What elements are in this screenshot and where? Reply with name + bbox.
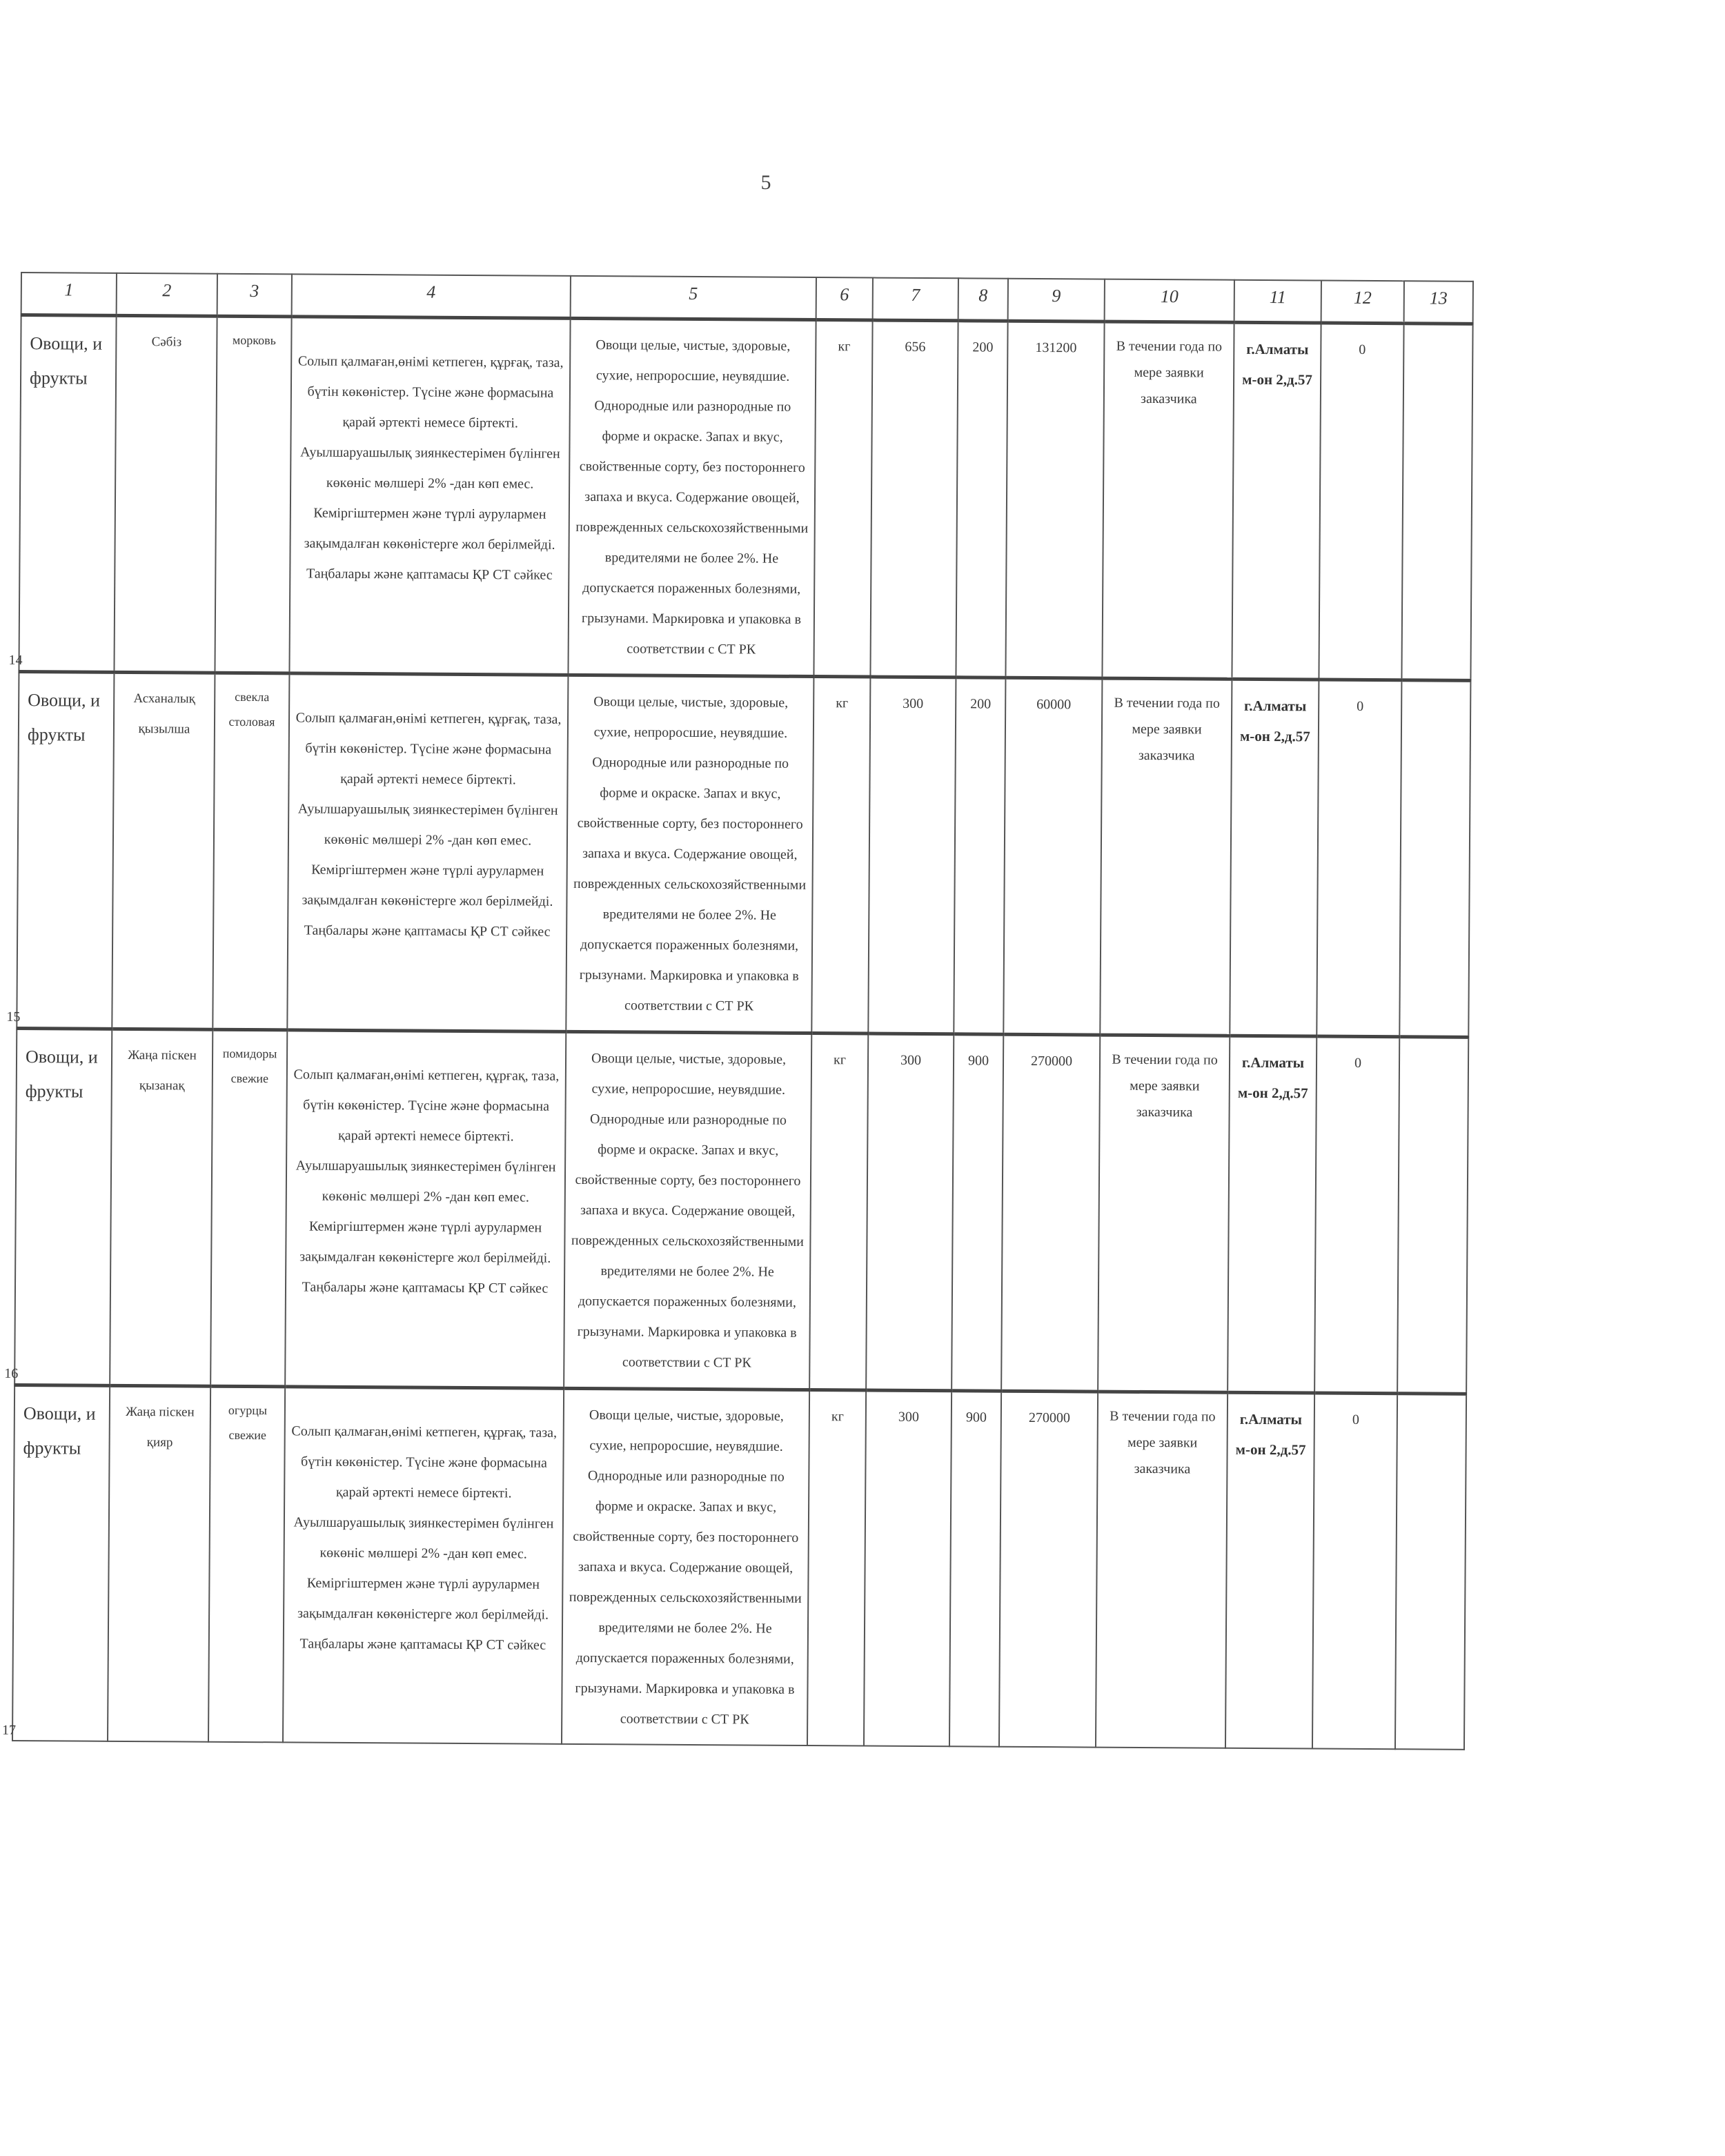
category-text: Овощи, и фрукты — [23, 1403, 96, 1458]
column-header: 5 — [571, 276, 816, 320]
price-cell: 200 — [956, 321, 1007, 678]
table-row — [19, 315, 1472, 681]
empty-cell — [1401, 324, 1472, 681]
price-cell: 900 — [952, 1034, 1003, 1391]
name-kz-cell: Сәбіз — [114, 315, 217, 673]
column-header: 11 — [1234, 280, 1321, 323]
row-number: 16 — [4, 1365, 19, 1382]
name-kz-cell: Жаңа піскен қияр — [108, 1385, 210, 1741]
specification-table — [2, 272, 1474, 1750]
spec-kz-cell: Солып қалмаған,өнімі кетпеген, құрғақ, таза, бүтін көкөністер. Түсіне және формасына қарай әртекті немесе біртекті. Ауылшаруашылық зиянкестерімен бүлінген көкөніс мөлшері 2% -дан көп емес. Кеміргіштермен және түрлі аурулармен зақымдалған көкөністерге жол берілмейді. Таңбалары және қаптамасы ҚР СТ сәйкес — [287, 673, 568, 1031]
price-cell: 900 — [949, 1391, 1001, 1747]
quantity-cell: 656 — [870, 320, 958, 678]
category-cell — [8, 315, 116, 673]
quantity-cell: 300 — [866, 1034, 954, 1391]
place-cell: г.Алматы м-он 2,д.57 — [1230, 679, 1319, 1036]
column-header: 9 — [1008, 279, 1105, 322]
row-number: 14 — [8, 652, 23, 669]
spec-kz-cell: Солып қалмаған,өнімі кетпеген, құрғақ, таза, бүтін көкөністер. Түсіне және формасына қарай әртекті немесе біртекті. Ауылшаруашылық зиянкестерімен бүлінген көкөніс мөлшері 2% -дан көп емес. Кеміргіштермен және түрлі аурулармен зақымдалған көкөністерге жол берілмейді. Таңбалары және қаптамасы ҚР СТ сәйкес — [289, 317, 570, 675]
unit-cell: кг — [807, 1390, 866, 1746]
column-header: 10 — [1105, 279, 1234, 323]
column-header: 8 — [958, 278, 1008, 321]
spec-ru-cell: Овощи целые, чистые, здоровые, сухие, непроросшие, неувядшие. Однородные или разнородные по форме и окраске. Запах и вкус, свойственные сорту, без постороннего запаха и вкуса. Содержание овощей, поврежденных сельскохозяйственными вредителями не более 2%. Не допускается пораженных болезнями, грызунами. Маркировка и упаковка в соответствии с СТ РК — [568, 318, 816, 676]
quantity-cell: 300 — [868, 677, 956, 1034]
col13-cell: 0 — [1314, 1036, 1399, 1394]
term-cell: В течении года по мере заявки заказчика — [1098, 1035, 1230, 1392]
sum-cell: 60000 — [1003, 678, 1102, 1035]
column-header: 4 — [292, 274, 571, 318]
place-cell: г.Алматы м-он 2,д.57 — [1228, 1036, 1317, 1393]
spec-ru-cell: Овощи целые, чистые, здоровые, сухие, непроросшие, неувядшие. Однородные или разнородные по форме и окраске. Запах и вкус, свойственные сорту, без постороннего запаха и вкуса. Содержание овощей, поврежденных сельскохозяйственными вредителями не более 2%. Не допускается пораженных болезнями, грызунами. Маркировка и упаковка в соответствии с СТ РК — [566, 675, 814, 1033]
table-row — [17, 671, 1470, 1037]
unit-cell: кг — [809, 1034, 868, 1390]
term-cell: В течении года по мере заявки заказчика — [1100, 678, 1232, 1036]
page-number: 5 — [760, 171, 771, 194]
spec-kz-cell: Солып қалмаған,өнімі кетпеген, құрғақ, таза, бүтін көкөністер. Түсіне және формасына қарай әртекті немесе біртекті. Ауылшаруашылық зиянкестерімен бүлінген көкөніс мөлшері 2% -дан көп емес. Кеміргіштермен және түрлі аурулармен зақымдалған көкөністерге жол берілмейді. Таңбалары және қаптамасы ҚР СТ сәйкес — [283, 1387, 564, 1744]
name-ru-cell: огурцы свежие — [208, 1386, 285, 1742]
unit-cell: кг — [811, 677, 870, 1034]
term-cell: В течении года по мере заявки заказчика — [1102, 322, 1234, 679]
col13-cell: 0 — [1312, 1393, 1397, 1749]
column-header: 7 — [873, 278, 958, 321]
term-cell: В течении года по мере заявки заказчика — [1096, 1392, 1228, 1748]
category-cell — [6, 671, 114, 1029]
category-text: Овощи, и фрукты — [27, 690, 101, 745]
category-cell — [2, 1385, 110, 1741]
spec-ru-cell: Овощи целые, чистые, здоровые, сухие, непроросшие, неувядшие. Однородные или разнородные по форме и окраске. Запах и вкус, свойственные сорту, без постороннего запаха и вкуса. Содержание овощей, поврежденных сельскохозяйственными вредителями не более 2%. Не допускается пораженных болезнями, грызунами. Маркировка и упаковка в соответствии с СТ РК — [564, 1031, 811, 1389]
column-header: 3 — [217, 274, 292, 317]
name-kz-cell: Жаңа піскен қызанақ — [110, 1029, 213, 1386]
price-cell: 200 — [954, 678, 1005, 1034]
category-text: Овощи, и фрукты — [29, 333, 103, 388]
col13-cell: 0 — [1317, 680, 1401, 1037]
column-header: 12 — [1321, 281, 1404, 324]
sum-cell: 270000 — [1001, 1034, 1100, 1392]
quantity-cell: 300 — [864, 1390, 952, 1746]
name-ru-cell: морковь — [215, 316, 291, 673]
empty-cell — [1399, 680, 1470, 1038]
row-number: 15 — [6, 1009, 21, 1025]
name-ru-cell: свекла столовая — [213, 673, 289, 1030]
column-header: 2 — [117, 273, 217, 316]
column-header: 13 — [1404, 281, 1473, 324]
category-text: Овощи, и фрукты — [25, 1047, 98, 1102]
spec-ru-cell: Овощи целые, чистые, здоровые, сухие, непроросшие, неувядшие. Однородные или разнородные по форме и окраске. Запах и вкус, свойственные сорту, без постороннего запаха и вкуса. Содержание овощей, поврежденных сельскохозяйственными вредителями не более 2%. Не допускается пораженных болезнями, грызунами. Маркировка и упаковка в соответствии с СТ РК — [562, 1388, 809, 1745]
column-header: 1 — [21, 273, 117, 315]
place-cell: г.Алматы м-он 2,д.57 — [1225, 1392, 1314, 1748]
col13-cell: 0 — [1319, 323, 1403, 680]
empty-cell — [1397, 1037, 1468, 1394]
sum-cell: 270000 — [999, 1391, 1098, 1747]
column-header: 6 — [816, 277, 873, 320]
row-number: 17 — [2, 1722, 17, 1738]
empty-cell — [1395, 1394, 1466, 1750]
sum-cell: 131200 — [1005, 321, 1104, 678]
name-ru-cell: помидоры свежие — [210, 1029, 287, 1387]
spec-kz-cell: Солып қалмаған,өнімі кетпеген, құрғақ, таза, бүтін көкөністер. Түсіне және формасына қарай әртекті немесе біртекті. Ауылшаруашылық зиянкестерімен бүлінген көкөніс мөлшері 2% -дан көп емес. Кеміргіштермен және түрлі аурулармен зақымдалған көкөністерге жол берілмейді. Таңбалары және қаптамасы ҚР СТ сәйкес — [285, 1030, 566, 1388]
table-row — [14, 1028, 1468, 1394]
category-cell — [4, 1028, 112, 1385]
table-row — [12, 1385, 1466, 1749]
place-cell: г.Алматы м-он 2,д.57 — [1232, 322, 1321, 680]
unit-cell: кг — [814, 320, 872, 677]
name-kz-cell: Асханалық қызылша — [112, 672, 215, 1029]
